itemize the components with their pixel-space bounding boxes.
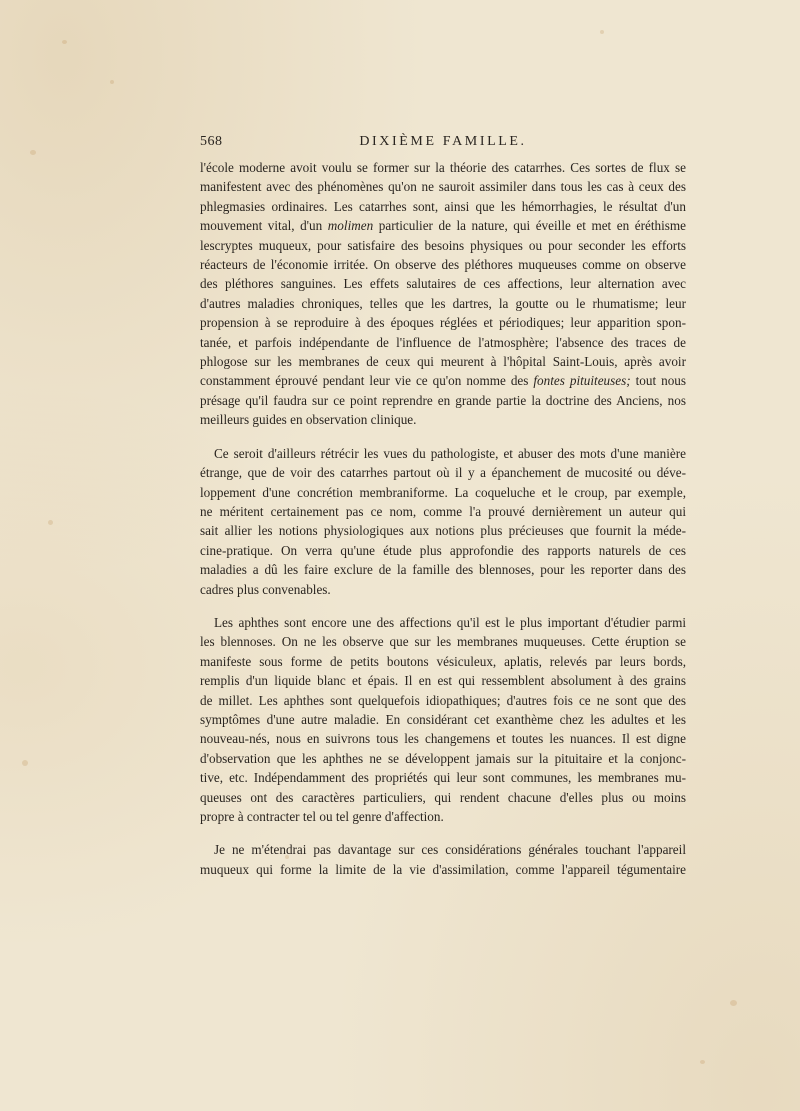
text-line: étrange, que de voir des catarrhes partout où il y a épanchement de mucosité ou déve- xyxy=(200,465,686,481)
text-line: l'école moderne avoit voulu se former sur la théorie des catarrhes. Ces sortes de flux se xyxy=(200,160,686,175)
text-line: phlegmasies ordinaires. Les catarrhes sont, ainsi que les hémorrhagies, le résultat d'un xyxy=(200,198,686,214)
text-line: tive, etc. Indépendamment des propriétés qui leur sont communes, les membranes mu- xyxy=(200,770,686,786)
text-line: ne méritent certainement pas ce nom, comme l'a prouvé dernièrement un auteur qui xyxy=(200,503,686,519)
foxing-spot xyxy=(22,760,28,766)
text-line: de millet. Les aphthes sont quelquefois idiopathiques; d'autres fois ce ne sont que des xyxy=(200,692,686,708)
text-segment: tout nous xyxy=(635,373,686,389)
text-line: Je ne m'étendrai pas davantage sur ces considérations générales touchant l'appareil xyxy=(214,842,686,858)
text-line: réacteurs de l'économie irritée. On observe des pléthores muqueuses comme on observe xyxy=(200,257,686,273)
text-line: Les aphthes sont encore une des affections qu'il est le plus important d'étudier parmi xyxy=(214,614,686,630)
italic-term: fontes pituiteuses; xyxy=(533,373,631,389)
text-line: présage qu'il faudra sur ce point reprendre en grande partie la doctrine des Anciens, nos xyxy=(200,392,686,408)
text-line: symptômes d'une autre maladie. En considérant cet exanthème chez les adultes et les xyxy=(200,711,686,727)
paragraph-1 xyxy=(200,158,686,430)
text-line: tanée, et parfois indépendante de l'influence de l'atmosphère; l'absence des traces de xyxy=(200,334,686,350)
text-line: remplis d'un liquide blanc et épais. Il en est qui ressemblent absolument à des grains xyxy=(200,673,686,689)
foxing-spot xyxy=(62,40,67,44)
text-line: sait allier les notions physiologiques aux notions plus précieuses que fournit la méde- xyxy=(200,523,686,539)
text-line: les blennoses. On ne les observe que sur les membranes muqueuses. Cette éruption se xyxy=(200,634,686,650)
paragraph-2 xyxy=(200,444,686,599)
text-line: manifestent avec des phénomènes qu'on ne sauroit assimiler dans tous les cas à ceux des xyxy=(200,179,686,195)
text-line: des pléthores sanguines. Les effets salutaires de ces affections, leur alternation avec xyxy=(200,276,686,292)
paragraph-3 xyxy=(200,613,686,826)
text-line: manifeste sous forme de petits boutons vésiculeux, aplatis, relevés par leurs bords, xyxy=(200,653,686,669)
text-line: cine-pratique. On verra qu'une étude plus approfondie des rapports naturels de ces xyxy=(200,542,686,558)
page-header xyxy=(200,134,686,156)
text-line: maladies a dû les faire exclure de la famille des blennoses, pour les reporter dans des xyxy=(200,562,686,578)
foxing-spot xyxy=(48,520,53,525)
paragraph-4 xyxy=(200,840,686,879)
text-line: Ce seroit d'ailleurs rétrécir les vues du pathologiste, et abuser des mots d'une manière xyxy=(214,445,686,461)
text-line: d'autres maladies chroniques, telles que les dartres, la goutte ou le rhumatisme; leur xyxy=(200,295,686,311)
foxing-spot xyxy=(600,30,604,34)
foxing-spot xyxy=(30,150,36,155)
text-line: cadres plus convenables. xyxy=(200,581,331,597)
text-line: loppement d'une concrétion membraniforme. La coqueluche et le croup, par exemple, xyxy=(200,484,686,500)
text-segment: mouvement vital, d'un xyxy=(200,218,323,234)
text-segment: constamment éprouvé pendant leur vie ce qu'on nomme des xyxy=(200,373,529,389)
foxing-spot xyxy=(110,80,114,84)
page-number: 568 xyxy=(200,134,223,149)
text-line-with-italic xyxy=(200,371,686,390)
text-line: muqueux qui forme la limite de la vie d'assimilation, comme l'appareil tégumentaire xyxy=(200,861,686,877)
text-line: d'observation que les aphthes ne se développent jamais sur la pituitaire et la conjonc- xyxy=(200,750,686,766)
italic-term: molimen xyxy=(327,218,374,234)
text-line: nouveau-nés, nous en suivrons tous les changemens et toutes les nuances. Il est digne xyxy=(200,731,686,747)
text-line: propension à se reproduire à des époques réglées et périodiques; leur apparition spon- xyxy=(200,315,686,331)
foxing-spot xyxy=(730,1000,737,1006)
text-line: lescryptes muqueux, pour satisfaire des besoins physiques ou pour seconder les efforts xyxy=(200,237,686,253)
text-line: propre à contracter tel ou tel genre d'affection. xyxy=(200,809,444,824)
text-line: phlogose sur les membranes de ceux qui meurent à l'hôpital Saint-Louis, après avoir xyxy=(200,354,686,370)
running-title: DIXIÈME FAMILLE. xyxy=(359,134,527,149)
text-line: meilleurs guides en observation clinique. xyxy=(200,412,417,428)
text-segment: particulier de la nature, qui éveille et met en éréthisme xyxy=(378,218,686,234)
foxing-spot xyxy=(700,1060,705,1064)
text-line: queuses ont des caractères particuliers, qui rendent chacune d'elles plus ou moins xyxy=(200,789,686,805)
body-text xyxy=(200,158,686,893)
text-line-with-italic xyxy=(200,216,686,235)
